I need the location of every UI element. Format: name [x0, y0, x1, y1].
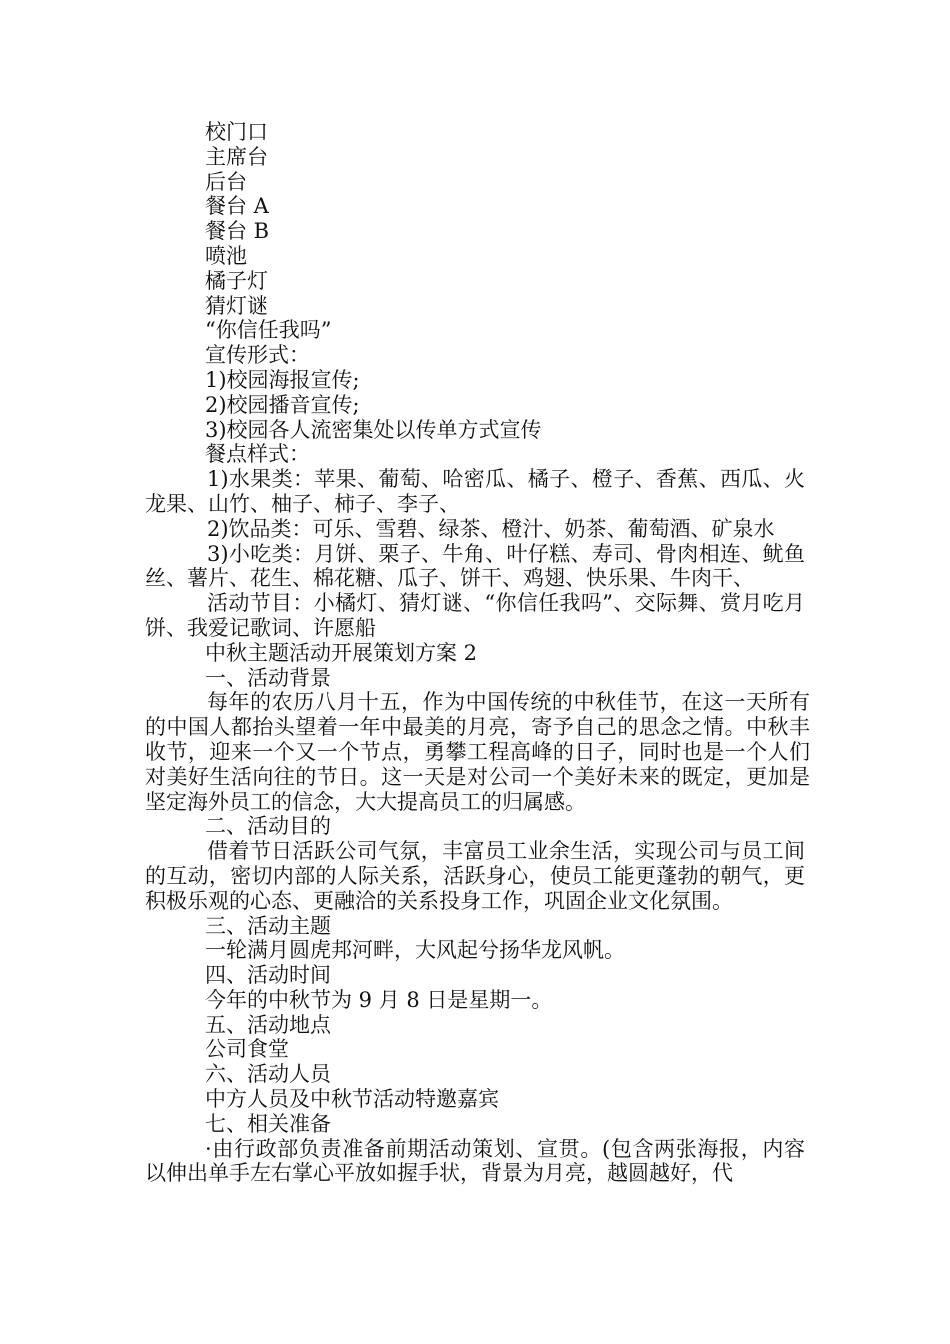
purpose-paragraph: 借着节日活跃公司气氛，丰富员工业余生活，实现公司与员工间的互动，密切内部的人际关系，活跃身心，使员工能更蓬勃的朝气，更积极乐观的心态、更融洽的关系投身工作，巩固企业文化氛围。	[145, 839, 805, 913]
food-snacks-paragraph: 3)小吃类：月饼、栗子、牛角、叶仔糕、寿司、骨肉相连、鱿鱼丝、薯片、花生、棉花糖、瓜子、饼干、鸡翅、快乐果、牛肉干、	[145, 541, 805, 591]
food-fruit-paragraph: 1)水果类：苹果、葡萄、哈密瓜、橘子、橙子、香蕉、西瓜、火龙果、山竹、柚子、柿子、李子、	[145, 467, 805, 516]
promotion-item: 3)校园各人流密集处以传单方式宣传	[205, 417, 542, 442]
food-drinks-paragraph: 2)饮品类：可乐、雪碧、绿茶、橙汁、奶茶、葡萄酒、矿泉水	[207, 516, 775, 541]
promotion-item: 1)校园海报宣传;	[205, 367, 360, 392]
prep-heading: 七、相关准备	[205, 1111, 331, 1136]
theme-heading: 三、活动主题	[205, 913, 331, 938]
venue-item: 校门口	[205, 120, 268, 144]
promotion-item: 2)校园播音宣传;	[205, 392, 360, 417]
program-paragraph: 活动节目：小橘灯、猜灯谜、“你信任我吗”、交际舞、赏月吃月饼、我爱记歌词、许愿船	[145, 591, 805, 640]
place-text: 公司食堂	[205, 1037, 289, 1062]
venue-item: “你信任我吗”	[205, 318, 332, 343]
background-paragraph: 每年的农历八月十五，作为中国传统的中秋佳节，在这一天所有的中国人都抬头望着一年中最美的月亮，寄予自己的思念之情。中秋丰收节，迎来一个又一个节点，勇攀工程高峰的日子，同时也是一个人们对美好生活向往的节日。这一天是对公司一个美好未来的既定，更加是坚定海外员工的信念，大大提高员工的归属感。	[145, 690, 810, 814]
place-heading: 五、活动地点	[205, 1012, 331, 1037]
plan2-title: 中秋主题活动开展策划方案 2	[205, 640, 478, 665]
time-text: 今年的中秋节为 9 月 8 日是星期一。	[205, 987, 553, 1012]
food-heading: 餐点样式：	[205, 442, 310, 467]
theme-text: 一轮满月圆虎邦河畔，大风起兮扬华龙风帆。	[205, 938, 625, 963]
time-heading: 四、活动时间	[205, 963, 331, 988]
people-text: 中方人员及中秋节活动特邀嘉宾	[205, 1087, 499, 1112]
promotion-heading: 宣传形式：	[205, 343, 310, 368]
purpose-heading: 二、活动目的	[205, 814, 331, 839]
prep-paragraph: ·由行政部负责准备前期活动策划、宣贯。(包含两张海报，内容以伸出单手左右掌心平放如握手状，背景为月亮，越圆越好，代	[145, 1136, 805, 1186]
venue-item: 喷池	[205, 243, 247, 268]
venue-item: 主席台	[205, 144, 268, 169]
venue-item: 猜灯谜	[205, 293, 268, 318]
venue-item: 后台	[205, 169, 247, 194]
venue-item: 餐台 A	[205, 194, 269, 219]
venue-item: 餐台 B	[205, 219, 270, 244]
background-heading: 一、活动背景	[205, 665, 331, 690]
people-heading: 六、活动人员	[205, 1062, 331, 1087]
venue-item: 橘子灯	[205, 268, 268, 293]
